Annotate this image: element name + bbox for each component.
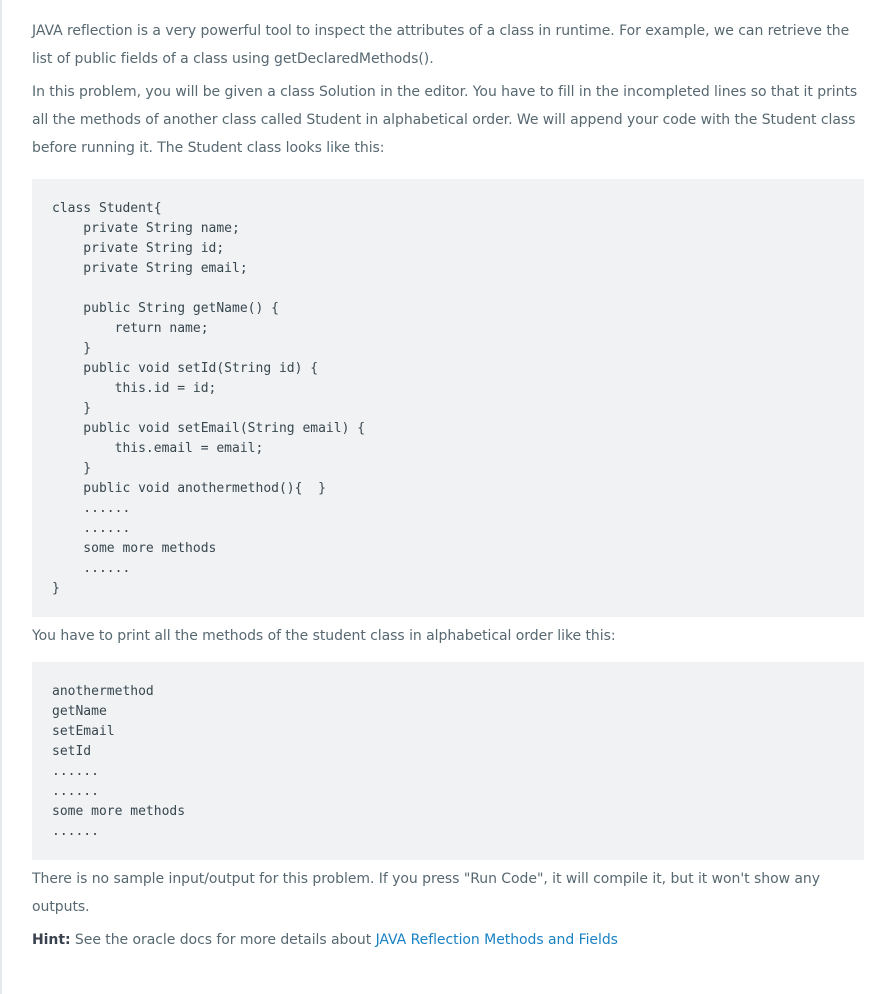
expected-output-code-block: anothermethod getName setEmail setId ...... ...... some more methods ...... xyxy=(32,662,864,860)
intro-paragraph-2: In this problem, you will be given a class Solution in the editor. You have to fill in the incompleted lines so that it prints all the methods of another class called Student in alphabetical order. We will append your code with the Student class before running it. The Student class looks like this: xyxy=(32,84,858,156)
intro-paragraph-1: JAVA reflection is a very powerful tool to inspect the attributes of a class in runtime. For example, we can retrieve the list of public fields of a class using getDeclaredMethods(). xyxy=(32,23,850,67)
reflection-docs-link[interactable]: JAVA Reflection Methods and Fields xyxy=(375,932,618,948)
problem-content xyxy=(32,17,864,954)
hint-paragraph xyxy=(32,926,864,954)
hint-text: See the oracle docs for more details about xyxy=(70,932,376,948)
hint-label: Hint: xyxy=(32,932,71,948)
student-class-code-block: class Student{ private String name; private String id; private String email; public String getName() { return name; } public void setId(String id) { this.id = id; } public void setEmail(String email) { this.email = email; } public void anothermethod(){ } ...... ...... some more methods ...... } xyxy=(32,179,864,617)
no-sample-note: There is no sample input/output for this problem. If you press "Run Code", it will compile it, but it won't show any outputs. xyxy=(32,871,820,915)
output-intro-paragraph: You have to print all the methods of the student class in alphabetical order like this: xyxy=(32,628,616,644)
